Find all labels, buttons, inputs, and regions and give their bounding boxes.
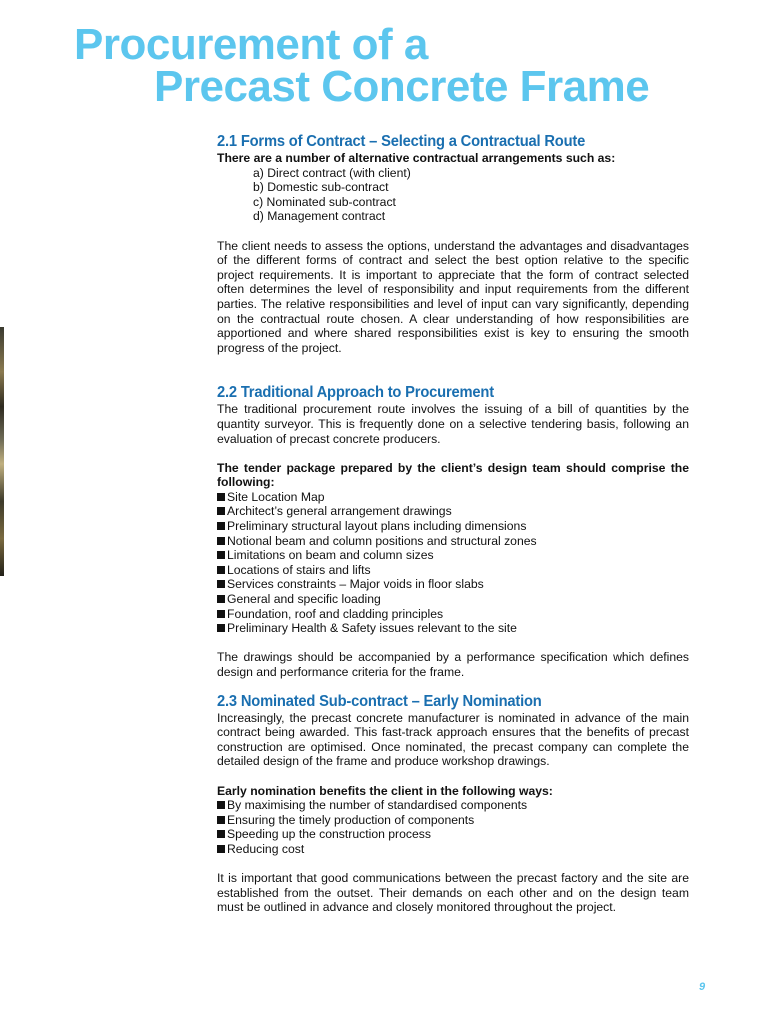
list-item: Architect’s general arrangement drawings <box>217 504 689 519</box>
paragraph: The client needs to assess the options, understand the advantages and disadvantages of the different forms of contract and select the best option relative to the specific project requirements. It is important to appreciate that the form of contract selected often determines the level of responsibility and input requirements from the different parties. The relative responsibilities and level of input can vary significantly, depending on the contractual route chosen. A clear understanding of how responsibilities are apportioned and where shared responsibilities exist is key to ensuring the smooth progress of the project. <box>217 238 689 355</box>
section-heading: 2.3 Nominated Sub-contract – Early Nomination <box>217 692 542 710</box>
list-item: By maximising the number of standardised components <box>217 798 689 813</box>
side-photo-strip <box>0 327 4 576</box>
list-item: d) Management contract <box>253 209 386 224</box>
paragraph: It is important that good communications between the precast factory and the site are established from the outset. Their demands on each other and on the design team must be outlined in advance and closely monitored throughout the project. <box>217 871 689 915</box>
title-line-2: Precast Concrete Frame <box>154 62 650 111</box>
section-2-2 <box>217 383 689 679</box>
paragraph: The drawings should be accompanied by a performance specification which defines design and performance criteria for the frame. <box>217 650 689 679</box>
benefits-list <box>217 798 689 856</box>
paragraph: Increasingly, the precast concrete manufacturer is nominated in advance of the main contract being awarded. This fast-track approach ensures that the benefits of precast construction are optimised. Once nominated, the precast company can complete the detailed design of the frame and produce workshop drawings. <box>217 710 689 769</box>
list-item: c) Nominated sub-contract <box>253 194 396 209</box>
section-2-1 <box>217 132 689 355</box>
title-line-1: Procurement of a <box>74 20 428 69</box>
list-item: Ensuring the timely production of components <box>217 813 689 828</box>
list-item: Preliminary structural layout plans including dimensions <box>217 519 689 534</box>
list-item: General and specific loading <box>217 592 689 607</box>
tender-package-list <box>217 490 689 636</box>
section-heading: 2.1 Forms of Contract – Selecting a Contractual Route <box>217 133 586 150</box>
list-item: Reducing cost <box>217 842 689 857</box>
list-item: Preliminary Health & Safety issues relevant to the site <box>217 621 689 636</box>
list-item: Foundation, roof and cladding principles <box>217 607 689 622</box>
list-item: Speeding up the construction process <box>217 827 689 842</box>
contract-options-list <box>217 166 689 224</box>
list-item: b) Domestic sub-contract <box>253 180 389 195</box>
section-2-3 <box>217 692 689 915</box>
section-intro: There are a number of alternative contractual arrangements such as: <box>217 151 616 165</box>
list-item: Locations of stairs and lifts <box>217 563 689 578</box>
list-intro: The tender package prepared by the client’s design team should comprise the following: <box>217 460 689 490</box>
list-item: Limitations on beam and column sizes <box>217 548 689 563</box>
list-item: Notional beam and column positions and structural zones <box>217 534 689 549</box>
paragraph: The traditional procurement route involves the issuing of a bill of quantities by the quantity surveyor. This is frequently done on a selective tendering basis, following an evaluation of precast concrete producers. <box>217 402 689 446</box>
section-heading: 2.2 Traditional Approach to Procurement <box>217 384 494 402</box>
list-intro: Early nomination benefits the client in the following ways: <box>217 783 553 798</box>
list-item: Site Location Map <box>217 490 689 505</box>
document-body <box>217 132 689 915</box>
page-number: 9 <box>699 981 706 993</box>
page-title <box>74 20 650 111</box>
list-item: a) Direct contract (with client) <box>253 165 411 180</box>
list-item: Services constraints – Major voids in floor slabs <box>217 577 689 592</box>
